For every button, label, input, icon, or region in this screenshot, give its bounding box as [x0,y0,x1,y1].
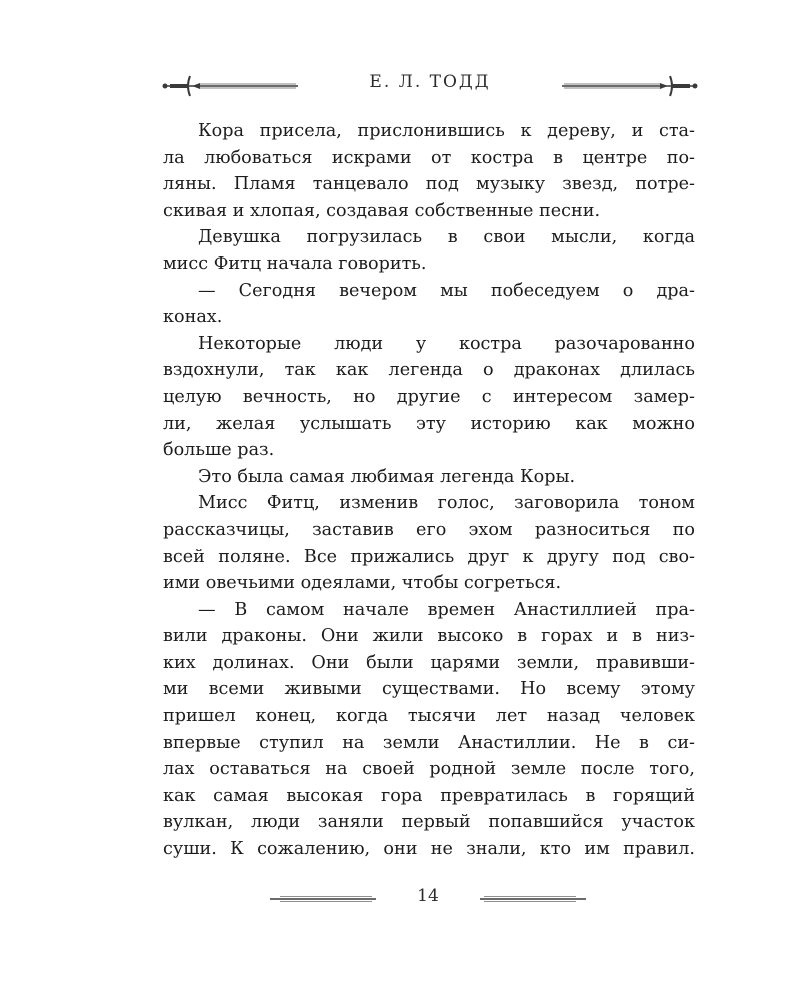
text-line: Мисс Фитц, изменив голос, заговорила тоном [198,493,695,514]
page-footer [268,884,588,914]
text-line: целую вечность, но другие с интересом замер- [163,386,695,407]
text-line: ла любоваться искрами от костра в центре по- [163,147,695,168]
text-line: Девушка погрузилась в свои мысли, когда [198,227,695,248]
text-line: как самая высокая гора превратилась в горящий [163,785,695,806]
text-line: больше раз. [163,440,275,461]
text-line: впервые ступил на земли Анастиллии. Не в си- [163,732,695,753]
text-line: рассказчицы, заставив его эхом разноситься по [163,519,695,540]
text-line: вулкан, люди заняли первый попавшийся участок [163,812,695,833]
text-line: Некоторые люди у костра разочарованно [198,333,695,354]
page-number: 14 [417,886,439,906]
text-line: конах. [163,307,223,328]
text-line: всей поляне. Все прижались друг к другу под сво- [163,546,695,567]
text-line: ми всеми живыми существами. Но всему этому [163,679,695,700]
text-line: Это была самая любимая легенда Коры. [198,466,576,487]
page-header [160,68,700,104]
running-head: Е. Л. ТОДД [369,72,491,92]
text-line: вздохнули, так как легенда о драконах длилась [163,360,695,381]
text-line: — В самом начале времен Анастиллией пра- [198,599,695,620]
text-line: ими овечьими одеялами, чтобы согреться. [163,573,562,594]
text-line: мисс Фитц начала говорить. [163,253,427,274]
body-text [163,118,695,863]
text-line: ких долинах. Они были царями земли, правивши- [163,652,695,673]
text-line: вили драконы. Они жили высоко в горах и в низ- [163,626,695,647]
text-line: ляны. Пламя танцевало под музыку звезд, потре- [163,174,695,195]
text-line: Кора присела, прислонившись к дереву, и ста- [198,121,695,141]
text-line: — Сегодня вечером мы побеседуем о дра- [198,280,695,301]
flourish-ornament-icon [478,893,588,905]
sword-ornament-icon [560,74,700,98]
text-line: скивая и хлопая, создавая собственные песни. [163,200,601,221]
text-line: лах оставаться на своей родной земле после того, [163,759,695,780]
text-line: суши. К сожалению, они не знали, кто им правил. [163,839,695,860]
text-line: ли, желая услышать эту историю как можно [163,413,695,434]
text-line: пришел конец, когда тысячи лет назад человек [163,706,695,727]
